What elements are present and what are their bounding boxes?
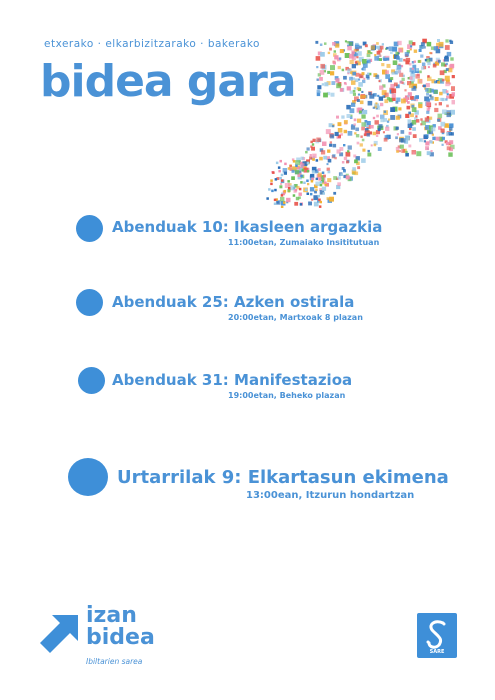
event-title: Urtarrilak 9: Elkartasun ekimena [117, 467, 449, 488]
event-bullet [78, 367, 105, 394]
izan-bidea-logo [40, 605, 180, 675]
event-bullet [68, 458, 108, 496]
mosaic-arrow-icon [260, 38, 455, 208]
event-bullet [76, 215, 103, 242]
logo-word-bidea: bidea [86, 625, 155, 650]
page-title: bidea gara [40, 56, 296, 107]
event-detail: 13:00ean, Itzurun hondartzan [246, 490, 415, 501]
izan-bidea-arrow-icon [40, 613, 80, 653]
event-title: Abenduak 25: Azken ostirala [112, 293, 355, 311]
logo-subtitle: Ibiltarien sarea [86, 657, 143, 666]
event-bullet [76, 289, 103, 316]
sare-logo [417, 613, 457, 658]
logo-word-izan: izan [86, 603, 137, 628]
tagline: etxerako · elkarbizitzarako · bakerako [44, 38, 260, 50]
event-detail: 11:00etan, Zumaiako Insititutuan [228, 238, 380, 247]
event-detail: 19:00etan, Beheko plazan [228, 391, 346, 400]
event-title: Abenduak 10: Ikasleen argazkia [112, 218, 383, 236]
event-detail: 20:00etan, Martxoak 8 plazan [228, 313, 363, 322]
event-title: Abenduak 31: Manifestazioa [112, 371, 353, 389]
sare-label: SARE [429, 649, 445, 655]
